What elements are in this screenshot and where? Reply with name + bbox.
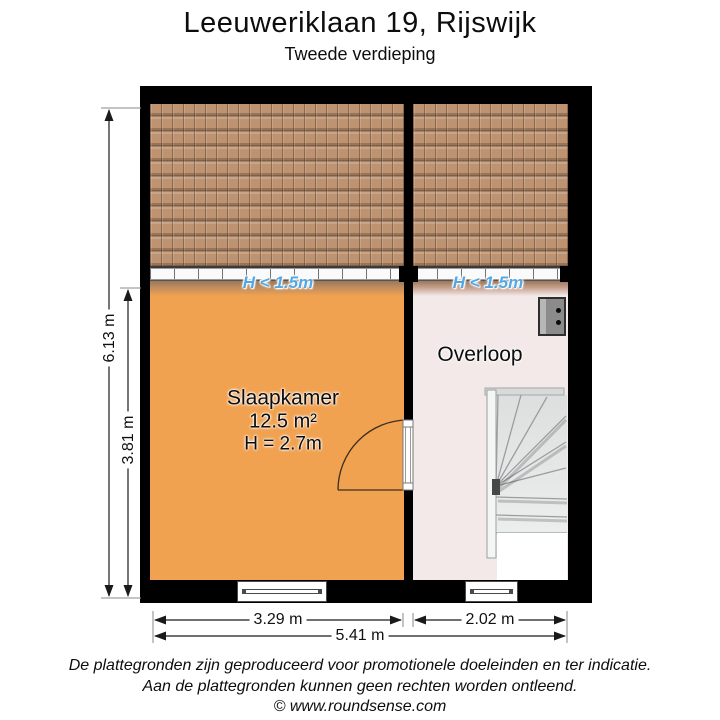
room-ceiling-height: H = 2.7m (244, 433, 322, 455)
dimension-extension-ticks (101, 108, 567, 643)
dim-overall-depth: 6.13 m (101, 310, 119, 367)
room-label-overloop: Overloop (437, 343, 523, 366)
low-roof-label-left: H < 1.5m (242, 273, 314, 292)
page-subtitle: Tweede verdieping (284, 44, 436, 64)
dim-slaapkamer-width: 3.29 m (250, 611, 307, 629)
dimension-arrow-lines (109, 110, 565, 636)
room-label-slaapkamer (227, 387, 339, 456)
footer-disclaimer-line1: De plattegronden zijn geproduceerd voor promotionele doeleinden en ter indicatie. (68, 657, 652, 674)
low-roof-label-right: H < 1.5m (452, 273, 524, 292)
room-area: 12.5 m² (249, 410, 317, 433)
dim-overloop-width: 2.02 m (462, 611, 519, 629)
footer-credit: © www.roundsense.com (273, 698, 447, 715)
dim-room-depth: 3.81 m (120, 412, 138, 469)
dim-overall-width: 5.41 m (332, 627, 389, 645)
page-title: Leeuweriklaan 19, Rijswijk (183, 7, 537, 39)
room-name: Slaapkamer (226, 386, 340, 410)
footer-disclaimer-line2: Aan de plattegronden kunnen geen rechten worden ontleend. (142, 678, 578, 695)
